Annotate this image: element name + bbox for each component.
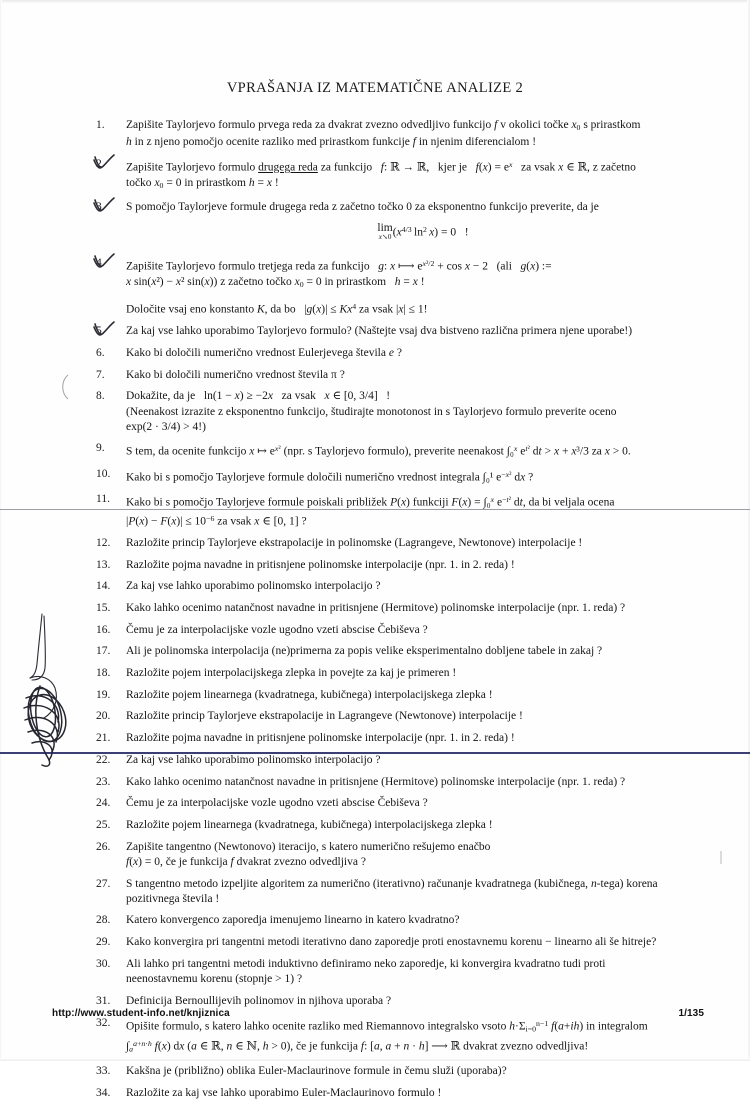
- margin-doodle: [18, 612, 88, 772]
- question-line: Razložite pojem linearnega (kvadratnega, kubičnega) interpolacijskega zlepka !: [126, 688, 493, 701]
- question-line: S tangentno metodo izpeljite algoritem za numerično (iterativno) računanje kvadratnega (kubičnega, n-tega) korena: [126, 877, 658, 890]
- question-line: Razložite princip Taylorjeve ekstrapolacije in Lagrangeve (Newtonove) interpolacije !: [126, 710, 523, 723]
- question-line: Katero konvergenco zaporedja imenujemo linearno in katero kvadratno?: [126, 914, 460, 927]
- separator-rule-gray: [0, 509, 750, 510]
- question-line: Ali je polinomska interpolacija (ne)primerna za popis velike eksperimentalno dobljene tabele in zakaj ?: [126, 645, 603, 658]
- question-item: [96, 709, 720, 724]
- question-text: [126, 877, 720, 907]
- question-number: 33.: [96, 1064, 111, 1077]
- question-item: [96, 1016, 720, 1058]
- question-item: [96, 492, 720, 529]
- question-item: [96, 644, 720, 659]
- question-text: [126, 775, 720, 790]
- question-line: Kako lahko ocenimo natančnost navadne in pritisnjene (Hermitove) polinomske interpolacije (npr. 1. reda) ?: [126, 601, 626, 614]
- footer-page-number: 1/135: [678, 1008, 704, 1019]
- question-item: [96, 389, 720, 435]
- question-line: Ali lahko pri tangentni metodi induktivno definiramo neko zaporedje, ki konvergira kvadratno tudi proti: [126, 957, 606, 970]
- question-text: [126, 346, 720, 361]
- question-item: [96, 666, 720, 681]
- question-item: [96, 299, 720, 318]
- question-text: [126, 467, 720, 486]
- question-number: 3.: [96, 200, 126, 215]
- question-text: [126, 441, 720, 460]
- question-number: 4.: [96, 256, 126, 271]
- question-line: Čemu je za interpolacijske vozle ugodno vzeti abscise Čebiševa ?: [126, 623, 428, 636]
- question-line: Čemu je za interpolacijske vozle ugodno vzeti abscise Čebiševa ?: [126, 797, 428, 810]
- question-number: 17.: [96, 645, 111, 658]
- question-number: 31.: [96, 994, 111, 1007]
- question-text: [126, 957, 720, 987]
- question-line: Dokažite, da je ln(1 − x) ≥ −2x za vsak x ∈ [0, 3/4] !: [126, 390, 391, 403]
- question-text: [126, 623, 720, 638]
- question-text: [126, 731, 720, 746]
- question-text: [126, 118, 720, 151]
- scan-edge-top: [0, 0, 750, 3]
- question-text: [126, 157, 720, 193]
- question-number: 32.: [96, 1016, 111, 1029]
- question-text: [126, 935, 720, 950]
- question-line: Definicija Bernoullijevih polinomov in njihova uporaba ?: [126, 994, 392, 1007]
- handwritten-check-icon: [92, 153, 118, 173]
- question-item: [96, 601, 720, 616]
- question-item: [96, 731, 720, 746]
- question-item: [96, 368, 720, 383]
- question-text: [126, 200, 720, 250]
- question-text: [126, 688, 720, 703]
- question-line: Zapišite Taylorjevo formulo tretjega reda za funkcijo g: x ⟼ $e^{x^2/2} + \cos x - 2$ (ali g(x) :=: [126, 259, 552, 273]
- question-line: Zapišite Taylorjevo formulo prvega reda za dvakrat zvezno odvedljivo funkcijo f v okolici točke $x_0$ s prirastkom: [126, 119, 641, 133]
- question-item: [96, 200, 720, 250]
- question-number: 25.: [96, 818, 111, 831]
- question-line: h in z njeno pomočjo ocenite razliko med prirastkom funkcije f in njenim diferencialom !: [126, 136, 537, 149]
- page-footer: [52, 1008, 704, 1019]
- question-text: [126, 1016, 720, 1058]
- question-line: Kako bi določili numerično vrednost Eulerjevega števila e ?: [126, 346, 402, 359]
- question-number: 8.: [96, 390, 105, 403]
- question-line: Kako bi s pomočjo Taylorjeve formule poiskali približek P(x) funkciji F(x) = ∫₀$^x$ $e^{-t^2}$ dt, da bi veljala ocena: [126, 494, 615, 509]
- handwritten-check-icon: [92, 196, 118, 216]
- question-item: [96, 467, 720, 486]
- question-text: [126, 644, 720, 659]
- question-number: 29.: [96, 936, 111, 949]
- question-line: S tem, da ocenite funkcijo x ↦ $e^{x^2}$ (npr. s Taylorjevo formulo), preverite neenakost ∫₀$^x$ $e^{t^2}$ dt > x + x³/3 za x > 0.: [126, 444, 631, 458]
- footer-url[interactable]: http://www.student-info.net/knjiznica: [52, 1008, 230, 1019]
- question-line: Razložite pojma navadne in pritisnjene polinomske interpolacije (npr. 1. in 2. reda) !: [126, 732, 515, 745]
- question-line: Zapišite Taylorjevo formulo drugega reda za funkcijo f: ℝ → ℝ, kjer je $f(x) = e^x$ za vsak x ∈ ℝ, z začetno: [126, 160, 636, 174]
- question-line: Določite vsaj eno konstanto K, da bo $|g(x)| \le Kx^4$ za vsak |x| ≤ 1!: [126, 302, 428, 316]
- question-text: [126, 818, 720, 833]
- question-line: (Neenakost izrazite z eksponentno funkcijo, študirajte monotonost in s Taylorjevo formulo preverite oceno: [126, 405, 617, 418]
- question-line: točko $x_0 = 0$ in prirastkom h = x !: [126, 176, 279, 190]
- question-item: [96, 118, 720, 151]
- question-text: [126, 558, 720, 573]
- question-line: Razložite pojem interpolacijskega zlepka in povejte za kaj je primeren !: [126, 667, 457, 680]
- scan-edge-left: [0, 0, 2, 1061]
- question-number: 26.: [96, 840, 111, 853]
- question-text: [126, 1086, 720, 1101]
- question-number: 22.: [96, 753, 111, 766]
- question-text: [126, 579, 720, 594]
- question-line: pozitivnega števila !: [126, 892, 220, 905]
- question-text: [126, 492, 720, 529]
- question-number: 28.: [96, 914, 111, 927]
- display-equation: lim x↘0 ($x^{4/3}$ $\ln^2 x) = 0$ !: [377, 222, 469, 242]
- question-number: 15.: [96, 601, 111, 614]
- question-text: [126, 666, 720, 681]
- question-item: [96, 1086, 720, 1101]
- question-line: Razložite princip Taylorjeve ekstrapolacije in polinomske (Lagrangeve, Newtonove) interpolacije !: [126, 536, 583, 549]
- question-line: x sin(x²) − x² sin(x)) z začetno točko $x_0 = 0$ in prirastkom h = x !: [126, 276, 425, 290]
- question-line: Razložite pojem linearnega (kvadratnega, kubičnega) interpolacijskega zlepka !: [126, 818, 493, 831]
- question-line: S pomočjo Taylorjeve formule drugega reda z začetno točko 0 za eksponentno funkcijo preverite, da je: [126, 200, 599, 213]
- question-number: 30.: [96, 957, 111, 970]
- page-title: VPRAŠANJA IZ MATEMATIČNE ANALIZE 2: [226, 80, 524, 96]
- question-text: [126, 368, 720, 383]
- question-number: 6.: [96, 346, 105, 359]
- question-item: [96, 157, 720, 193]
- question-line: exp(2 · 3/4) > 4!): [126, 420, 206, 433]
- question-item: [96, 913, 720, 928]
- question-item: [96, 558, 720, 573]
- question-text: [126, 299, 720, 318]
- question-item: [96, 536, 720, 551]
- question-text: [126, 796, 720, 811]
- question-item: [96, 579, 720, 594]
- question-item: [96, 346, 720, 361]
- margin-paren-mark: [58, 374, 72, 400]
- question-item: [96, 935, 720, 950]
- question-item: [96, 957, 720, 987]
- question-line: $|P(x) - F(x)| \le 10^{-6}$ za vsak x ∈ [0, 1] ?: [126, 513, 307, 528]
- question-line: f(x) = 0, če je funkcija f dvakrat zvezno odvedljiva ?: [126, 855, 366, 868]
- question-text: [126, 840, 720, 870]
- question-line: Kako bi določili numerično vrednost števila π ?: [126, 368, 345, 381]
- handwritten-check-icon: [92, 252, 118, 272]
- question-text: [126, 389, 720, 435]
- question-text: [126, 913, 720, 928]
- question-item: [96, 324, 720, 339]
- question-number: 16.: [96, 623, 111, 636]
- question-number: 1.: [96, 119, 105, 131]
- question-item: [96, 877, 720, 907]
- question-number: 5.: [96, 324, 126, 339]
- question-item: [96, 688, 720, 703]
- question-number: 14.: [96, 580, 111, 593]
- separator-rule-blue: [0, 752, 750, 754]
- question-line: Kako bi s pomočjo Taylorjeve formule določili numerično vrednost integrala ∫₀¹ $e^{-x^2}$ dx ?: [126, 469, 534, 484]
- question-number: 34.: [96, 1086, 111, 1099]
- question-text: [126, 256, 720, 292]
- question-item: [96, 994, 720, 1009]
- question-text: [126, 709, 720, 724]
- question-text: [126, 994, 720, 1009]
- question-number: 11.: [96, 492, 110, 505]
- question-text: [126, 1064, 720, 1079]
- question-number: 19.: [96, 688, 111, 701]
- question-item: [96, 796, 720, 811]
- question-number: 27.: [96, 877, 111, 890]
- question-line: Razložite pojma navadne in pritisnjene polinomske interpolacije (npr. 1. in 2. reda) !: [126, 558, 515, 571]
- question-item: [96, 753, 720, 768]
- question-number: 9.: [96, 442, 105, 455]
- question-list: [96, 118, 720, 1107]
- question-number: 20.: [96, 710, 111, 723]
- question-text: [126, 753, 720, 768]
- question-line: $\int_a^{a+n\cdot h}$ f(x) dx (a ∈ ℝ, n ∈ ℕ, h > 0), če je funkcija f: [a, a + n · h] ⟶ ℝ dvakrat zvezno odvedljiva!: [126, 1039, 589, 1055]
- question-line: Za kaj vse lahko uporabimo polinomsko interpolacijo ?: [126, 580, 381, 593]
- question-item: [96, 818, 720, 833]
- question-item: [96, 775, 720, 790]
- question-item: [96, 623, 720, 638]
- question-number: 18.: [96, 667, 111, 680]
- question-number: 12.: [96, 536, 111, 549]
- handwritten-check-icon: [92, 320, 118, 340]
- question-line: Zapišite tangentno (Newtonovo) iteracijo, s katero numerično rešujemo enačbo: [126, 840, 491, 853]
- question-line: Razložite za kaj vse lahko uporabimo Euler-Maclaurinovo formulo !: [126, 1086, 442, 1099]
- question-number: 7.: [96, 368, 105, 381]
- question-line: Za kaj vse lahko uporabimo polinomsko interpolacijo ?: [126, 753, 381, 766]
- question-item: [96, 1064, 720, 1079]
- question-line: Kako lahko ocenimo natančnost navadne in pritisnjene (Hermitove) polinomske interpolacije (npr. 1. reda) ?: [126, 775, 626, 788]
- question-number: 24.: [96, 797, 111, 810]
- question-number: 23.: [96, 775, 111, 788]
- question-line: Za kaj vse lahko uporabimo Taylorjevo formulo? (Naštejte vsaj dva bistveno različna primera njene uporabe!): [126, 325, 633, 338]
- question-item: [96, 441, 720, 460]
- question-line: Opišite formulo, s katero lahko ocenite razliko med Riemannovo integralsko vsoto $h\cdot\Sigma_{i=0}^{n-1}$ f(a+ih) in integralom: [126, 1018, 648, 1034]
- question-line: neenostavnemu korenu (stopnje > 1) ?: [126, 973, 303, 986]
- question-line: Kakšna je (približno) oblika Euler-Maclaurinove formule in čemu služi (uporaba)?: [126, 1064, 507, 1077]
- question-number: 10.: [96, 467, 111, 480]
- question-text: [126, 601, 720, 616]
- question-number: 13.: [96, 558, 111, 571]
- question-number: 2.: [96, 157, 126, 172]
- question-text: [126, 536, 720, 551]
- question-text: [126, 324, 720, 339]
- question-item: [96, 256, 720, 292]
- question-number: 21.: [96, 732, 111, 745]
- question-line: Kako konvergira pri tangentni metodi iterativno dano zaporedje proti enostavnemu korenu − linearno ali še hitreje?: [126, 936, 657, 949]
- question-item: [96, 840, 720, 870]
